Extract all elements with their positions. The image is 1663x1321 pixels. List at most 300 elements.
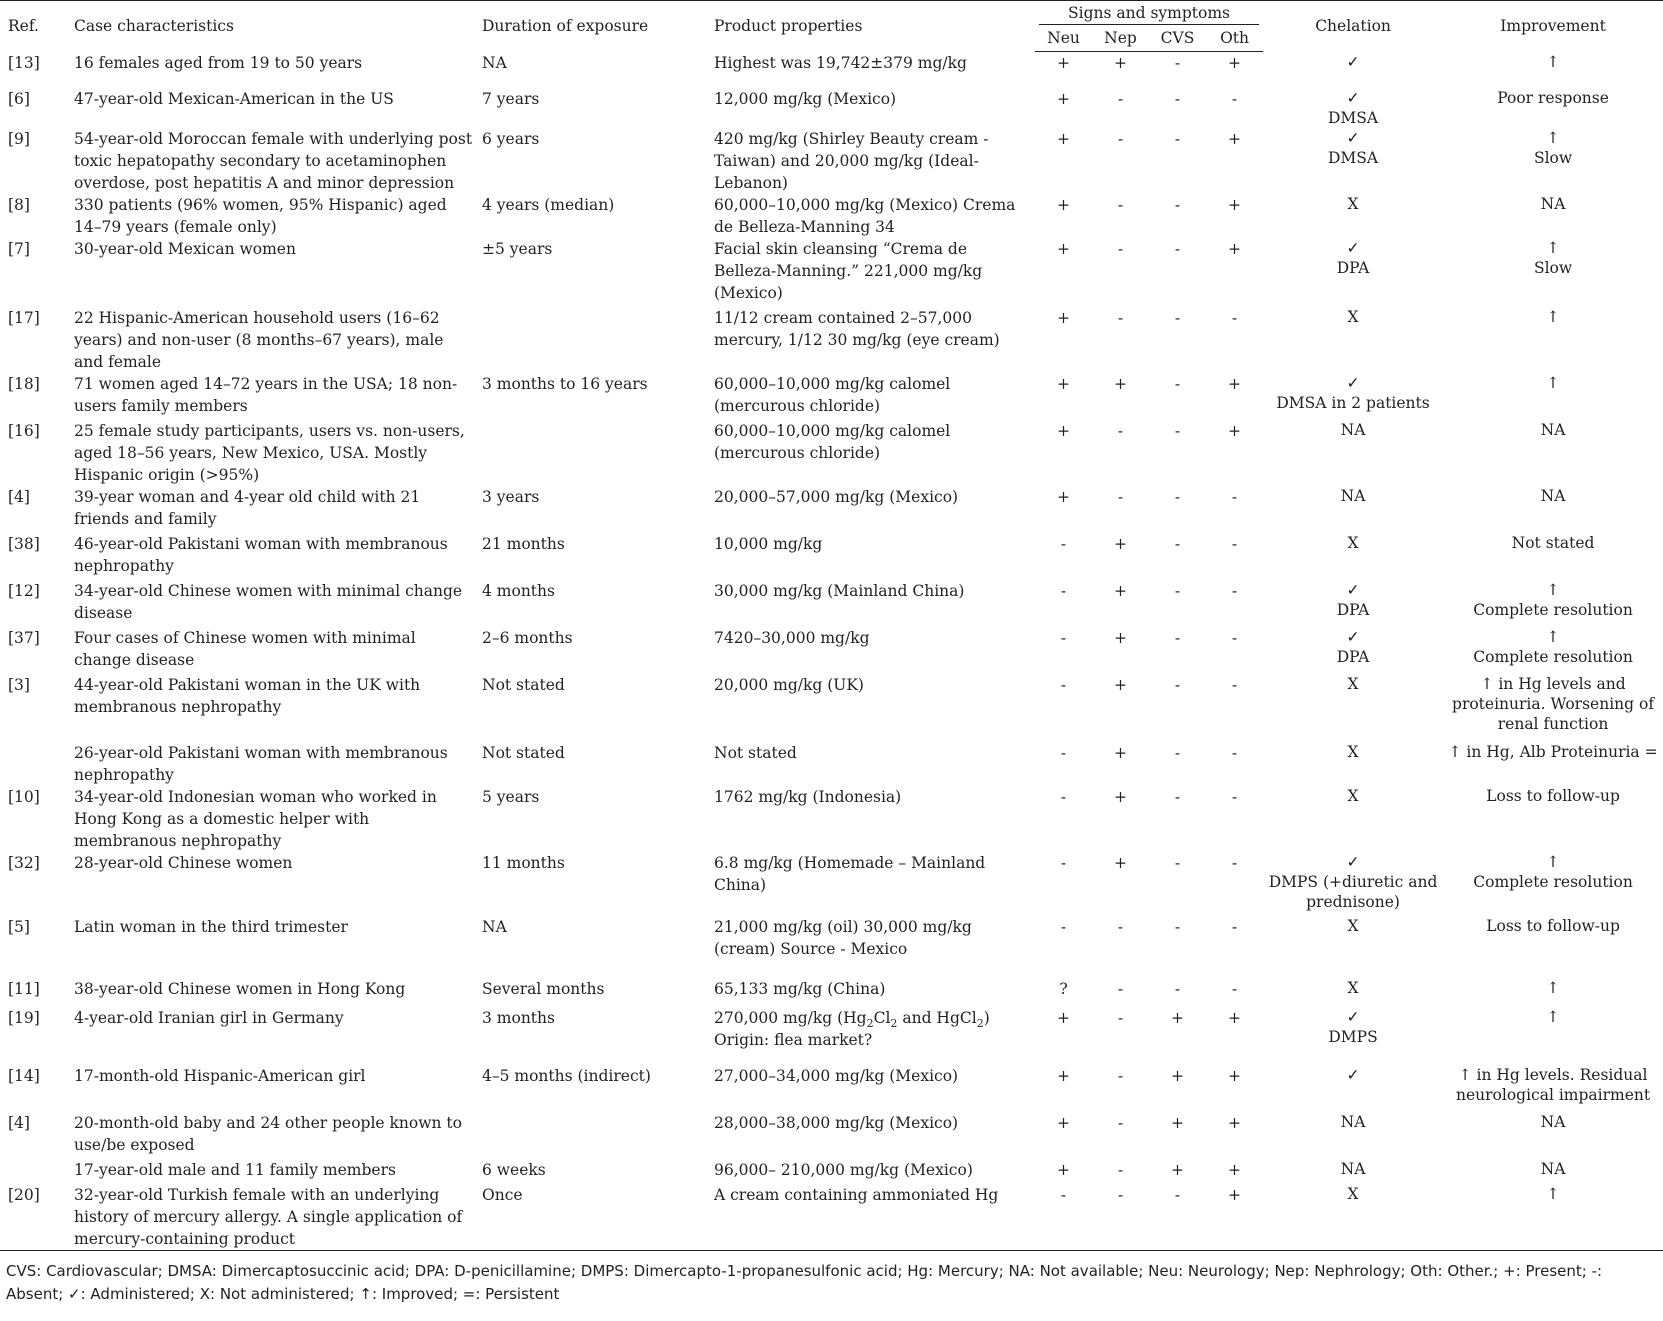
product-properties-cell: 60,000–10,000 mg/kg calomel (mercurous chloride): [714, 374, 951, 415]
improvement-cell: [1443, 52, 1663, 88]
table-row: [0, 742, 1663, 786]
check-mark-icon: ✓: [1346, 88, 1360, 107]
chelation-cell: [1263, 1065, 1443, 1112]
oth-symptom-cell: +: [1228, 239, 1242, 258]
header-ref: Ref.: [0, 1, 62, 52]
duration-cell: 6 years: [482, 129, 540, 148]
nep-symptom-cell: -: [1117, 487, 1124, 506]
table-row: [0, 674, 1663, 742]
case-characteristics-cell: 17-month-old Hispanic-American girl: [74, 1066, 366, 1085]
case-characteristics-cell: 34-year-old Chinese women with minimal change disease: [74, 581, 463, 622]
improvement-text: NA: [1540, 194, 1566, 213]
case-characteristics-cell: 44-year-old Pakistani woman in the UK with membranous nephropathy: [74, 675, 421, 716]
oth-symptom-cell: +: [1228, 1160, 1242, 1179]
improvement-cell: [1443, 373, 1663, 420]
chelation-cell: [1263, 88, 1443, 128]
case-characteristics-cell: Four cases of Chinese women with minimal change disease: [74, 628, 416, 669]
neu-symptom-cell: -: [1060, 534, 1067, 553]
cvs-symptom-cell: +: [1171, 1008, 1184, 1027]
chelation-cell: [1263, 128, 1443, 194]
oth-symptom-cell: -: [1231, 743, 1238, 762]
cvs-symptom-cell: +: [1171, 1066, 1184, 1085]
improvement-text: ↑ in Hg, Alb Proteinuria =: [1448, 742, 1658, 761]
chelation-agent: NA: [1340, 486, 1366, 505]
nep-symptom-cell: +: [1114, 534, 1127, 553]
ref-cell: [19]: [8, 1008, 40, 1027]
nep-symptom-cell: -: [1117, 129, 1124, 148]
duration-cell: 4–5 months (indirect): [482, 1066, 651, 1085]
case-characteristics-cell: Latin woman in the third trimester: [74, 917, 348, 936]
nep-symptom-cell: +: [1114, 54, 1127, 72]
ref-cell: [37]: [8, 628, 40, 647]
product-properties-cell: Highest was 19,742±379 mg/kg: [714, 53, 967, 72]
header-cvs: CVS: [1149, 26, 1206, 52]
cvs-symptom-cell: -: [1174, 628, 1181, 647]
chelation-cell: [1263, 307, 1443, 373]
case-characteristics-cell: 30-year-old Mexican women: [74, 239, 296, 258]
nep-symptom-cell: -: [1117, 917, 1124, 936]
chelation-agent: X: [1347, 786, 1359, 805]
product-properties-cell: 7420–30,000 mg/kg: [714, 628, 870, 647]
nep-symptom-cell: +: [1114, 675, 1127, 694]
ref-cell: [3]: [8, 675, 30, 694]
oth-symptom-cell: +: [1228, 129, 1242, 148]
cvs-symptom-cell: -: [1174, 308, 1181, 327]
ref-cell: [14]: [8, 1066, 40, 1085]
ref-cell: [13]: [8, 53, 40, 72]
improvement-text: Loss to follow-up: [1486, 786, 1620, 805]
improvement-text: NA: [1540, 1159, 1566, 1178]
table-row: [0, 852, 1663, 916]
oth-symptom-cell: +: [1228, 1008, 1242, 1027]
ref-cell: [38]: [8, 534, 40, 553]
improvement-cell: [1443, 916, 1663, 978]
ref-cell: [20]: [0, 1184, 62, 1251]
cvs-symptom-cell: -: [1174, 534, 1181, 553]
chelation-agent: NA: [1340, 420, 1366, 439]
improvement-cell: [1443, 1159, 1663, 1184]
oth-symptom-cell: -: [1231, 787, 1238, 806]
chelation-cell: [1263, 238, 1443, 307]
nep-symptom-cell: -: [1117, 1066, 1124, 1085]
improvement-text: ↑ in Hg levels. Residual neurological impairment: [1455, 1065, 1651, 1104]
improvement-cell: [1443, 627, 1663, 674]
chelation-agent: X: [1347, 194, 1359, 213]
case-characteristics-cell: 330 patients (96% women, 95% Hispanic) aged 14–79 years (female only): [74, 195, 447, 236]
chelation-agent: X: [1347, 674, 1359, 693]
chelation-agent: X: [1347, 916, 1359, 935]
improvement-cell: [1443, 486, 1663, 533]
chelation-agent: DMSA: [1327, 108, 1379, 127]
chelation-cell: [1263, 52, 1443, 88]
duration-cell: 11 months: [482, 853, 565, 872]
improvement-text: Poor response: [1497, 88, 1609, 107]
nep-symptom-cell: -: [1117, 1160, 1124, 1179]
check-mark-icon: ✓: [1346, 373, 1360, 392]
duration-cell: 5 years: [482, 787, 540, 806]
oth-symptom-cell: -: [1231, 853, 1238, 872]
header-nep: Nep: [1092, 26, 1149, 52]
chelation-agent: DPA: [1336, 258, 1370, 277]
oth-symptom-cell: -: [1231, 628, 1238, 647]
chelation-agent: NA: [1340, 1159, 1366, 1178]
case-characteristics-cell: 46-year-old Pakistani woman with membranous nephropathy: [74, 534, 448, 575]
improvement-cell: [1443, 742, 1663, 786]
duration-cell: [478, 1112, 710, 1159]
header-improvement: Improvement: [1443, 1, 1663, 52]
improvement-text: Complete resolution: [1473, 647, 1633, 666]
table-row: [0, 1112, 1663, 1159]
up-arrow-icon: ↑: [1546, 1184, 1560, 1203]
chelation-cell: [1263, 742, 1443, 786]
check-mark-icon: ✓: [1346, 852, 1360, 871]
ref-cell: [32]: [8, 853, 40, 872]
improvement-text: Slow: [1533, 258, 1573, 277]
cvs-symptom-cell: -: [1174, 129, 1181, 148]
improvement-cell: [1443, 307, 1663, 373]
product-properties-cell: Facial skin cleansing “Crema de Belleza-Manning.” 221,000 mg/kg (Mexico): [714, 239, 983, 302]
product-properties-cell: 28,000–38,000 mg/kg (Mexico): [714, 1113, 959, 1132]
case-characteristics-cell: 54-year-old Moroccan female with underlying post toxic hepatopathy secondary to acetaminophen overdose, post hepatitis A and minor depression: [74, 129, 473, 192]
table-body: [0, 52, 1663, 1251]
case-characteristics-cell: 25 female study participants, users vs. non-users, aged 18–56 years, New Mexico, USA. Mostly Hispanic origin (>95%): [74, 421, 465, 484]
improvement-text: ↑ in Hg levels and proteinuria. Worsening of renal function: [1452, 674, 1655, 733]
duration-cell: ±5 years: [482, 239, 553, 258]
improvement-cell: [1443, 1065, 1663, 1112]
table-row: [0, 1007, 1663, 1065]
ref-cell: [8]: [8, 195, 30, 214]
product-properties-cell: 1762 mg/kg (Indonesia): [714, 787, 902, 806]
improvement-cell: [1443, 128, 1663, 194]
cvs-symptom-cell: -: [1174, 787, 1181, 806]
improvement-text: Complete resolution: [1473, 600, 1633, 619]
check-mark-icon: ✓: [1346, 238, 1360, 257]
up-arrow-icon: ↑: [1546, 978, 1560, 997]
cvs-symptom-cell: -: [1174, 917, 1181, 936]
duration-cell: 21 months: [482, 534, 565, 553]
up-arrow-icon: ↑: [1546, 307, 1560, 326]
ref-cell: [16]: [8, 421, 40, 440]
table-row: [0, 1184, 1663, 1251]
ref-cell: [11]: [8, 979, 40, 998]
table-row: [0, 307, 1663, 373]
product-properties-cell: 65,133 mg/kg (China): [714, 979, 886, 998]
chelation-cell: [1263, 786, 1443, 852]
oth-symptom-cell: +: [1228, 374, 1242, 393]
check-mark-icon: ✓: [1346, 1065, 1360, 1084]
product-properties-cell: 12,000 mg/kg (Mexico): [714, 89, 897, 108]
nep-symptom-cell: -: [1092, 1184, 1149, 1251]
cvs-symptom-cell: -: [1174, 853, 1181, 872]
chelation-agent: DMSA in 2 patients: [1276, 393, 1430, 412]
up-arrow-icon: ↑: [1546, 128, 1560, 147]
neu-symptom-cell: -: [1060, 581, 1067, 600]
neu-symptom-cell: -: [1060, 743, 1067, 762]
improvement-cell: [1443, 852, 1663, 916]
improvement-cell: [1443, 533, 1663, 580]
improvement-cell: [1443, 580, 1663, 627]
product-properties-cell: 11/12 cream contained 2–57,000 mercury, 1/12 30 mg/kg (eye cream): [714, 308, 1000, 349]
product-properties-cell: 60,000–10,000 mg/kg (Mexico) Crema de Belleza-Manning 34: [714, 195, 1016, 236]
table-row: [0, 978, 1663, 1007]
up-arrow-icon: ↑: [1546, 373, 1560, 392]
improvement-text: Slow: [1533, 148, 1573, 167]
neu-symptom-cell: +: [1057, 1160, 1070, 1179]
neu-symptom-cell: -: [1060, 853, 1067, 872]
check-mark-icon: ✓: [1346, 1007, 1360, 1026]
oth-symptom-cell: -: [1231, 979, 1238, 998]
case-characteristics-cell: 38-year-old Chinese women in Hong Kong: [74, 979, 406, 998]
chelation-cell: [1263, 373, 1443, 420]
improvement-cell: [1443, 88, 1663, 128]
improvement-text: NA: [1540, 420, 1566, 439]
ref-cell: [7]: [8, 239, 30, 258]
improvement-cell: [1443, 194, 1663, 238]
header-signs-and-symptoms: Signs and symptoms: [1039, 2, 1259, 25]
check-mark-icon: ✓: [1346, 627, 1360, 646]
nep-symptom-cell: -: [1117, 308, 1124, 327]
improvement-cell: [1443, 674, 1663, 742]
nep-symptom-cell: -: [1117, 1113, 1124, 1132]
chelation-cell: [1263, 533, 1443, 580]
case-characteristics-cell: 20-month-old baby and 24 other people known to use/be exposed: [74, 1113, 462, 1154]
cvs-symptom-cell: -: [1174, 743, 1181, 762]
chelation-cell: [1263, 1159, 1443, 1184]
up-arrow-icon: ↑: [1546, 627, 1560, 646]
duration-cell: [478, 307, 710, 373]
duration-cell: 3 months to 16 years: [482, 374, 648, 393]
neu-symptom-cell: ?: [1059, 979, 1068, 998]
nep-symptom-cell: -: [1117, 239, 1124, 258]
ref-cell: [10]: [8, 787, 40, 806]
chelation-cell: [1263, 978, 1443, 1007]
ref-cell: [0, 742, 62, 786]
neu-symptom-cell: -: [1060, 628, 1067, 647]
oth-symptom-cell: +: [1206, 1184, 1263, 1251]
neu-symptom-cell: +: [1057, 54, 1070, 72]
header-chelation: Chelation: [1263, 1, 1443, 52]
product-properties-cell: 21,000 mg/kg (oil) 30,000 mg/kg (cream) Source - Mexico: [714, 917, 972, 958]
nep-symptom-cell: -: [1117, 195, 1124, 214]
oth-symptom-cell: +: [1228, 1066, 1242, 1085]
oth-symptom-cell: -: [1231, 917, 1238, 936]
table-footnote: CVS: Cardiovascular; DMSA: Dimercaptosuccinic acid; DPA: D-penicillamine; DMPS: Dimercapto-1-propanesulfonic acid; Hg: Mercury; NA: Not available; Neu: Neurology; Nep: Nephrology; Oth: Other.; +: Present; -: Absent; ✓: Administered; X: Not administered; ↑: Improved; =: Persistent: [6, 1261, 1603, 1303]
case-characteristics-cell: 32-year-old Turkish female with an underlying history of mercury allergy. A single application of mercury-containing product: [62, 1184, 478, 1251]
table-row: [0, 486, 1663, 533]
neu-symptom-cell: +: [1057, 1113, 1070, 1132]
case-characteristics-cell: 47-year-old Mexican-American in the US: [74, 89, 394, 108]
duration-cell: Once: [478, 1184, 710, 1251]
header-product-properties: Product properties: [710, 1, 1035, 52]
chelation-cell: [1263, 1007, 1443, 1065]
chelation-cell: [1263, 420, 1443, 486]
nep-symptom-cell: +: [1114, 581, 1127, 600]
nep-symptom-cell: -: [1117, 1008, 1124, 1027]
case-characteristics-cell: 26-year-old Pakistani woman with membranous nephropathy: [74, 743, 448, 784]
oth-symptom-cell: +: [1228, 195, 1242, 214]
improvement-cell: [1443, 786, 1663, 852]
neu-symptom-cell: +: [1057, 1066, 1070, 1085]
neu-symptom-cell: +: [1057, 1008, 1070, 1027]
duration-cell: Not stated: [482, 675, 565, 694]
nep-symptom-cell: -: [1117, 421, 1124, 440]
nep-symptom-cell: +: [1114, 853, 1127, 872]
table-row: [0, 194, 1663, 238]
duration-cell: Several months: [482, 979, 605, 998]
chelation-agent: X: [1347, 307, 1359, 326]
improvement-text: Loss to follow-up: [1486, 916, 1620, 935]
header-oth: Oth: [1206, 26, 1263, 52]
oth-symptom-cell: -: [1231, 534, 1238, 553]
oth-symptom-cell: -: [1231, 581, 1238, 600]
improvement-cell: [1443, 420, 1663, 486]
chelation-agent: DPA: [1336, 647, 1370, 666]
product-properties-cell: 6.8 mg/kg (Homemade – Mainland China): [714, 853, 986, 894]
improvement-cell: [1443, 238, 1663, 307]
header-duration: Duration of exposure: [478, 1, 710, 52]
ref-cell: [12]: [8, 581, 40, 600]
neu-symptom-cell: -: [1060, 917, 1067, 936]
table-row: [0, 627, 1663, 674]
table-row: [0, 128, 1663, 194]
cvs-symptom-cell: -: [1174, 979, 1181, 998]
table-row: [0, 52, 1663, 88]
ref-cell: [17]: [8, 308, 40, 327]
chelation-cell: [1263, 1112, 1443, 1159]
duration-cell: [478, 420, 710, 486]
up-arrow-icon: ↑: [1546, 580, 1560, 599]
improvement-cell: [1443, 978, 1663, 1007]
chelation-cell: [1263, 486, 1443, 533]
nep-symptom-cell: +: [1114, 743, 1127, 762]
duration-cell: 4 months: [482, 581, 555, 600]
header-case-characteristics: Case characteristics: [62, 1, 478, 52]
neu-symptom-cell: +: [1057, 89, 1070, 108]
product-properties-cell: 60,000–10,000 mg/kg calomel (mercurous chloride): [714, 421, 951, 462]
case-characteristics-cell: 16 females aged from 19 to 50 years: [74, 53, 363, 72]
nep-symptom-cell: -: [1117, 979, 1124, 998]
case-characteristics-cell: 71 women aged 14–72 years in the USA; 18 non-users family members: [74, 374, 458, 415]
chelation-agent: DMSA: [1327, 148, 1379, 167]
case-characteristics-cell: 34-year-old Indonesian woman who worked in Hong Kong as a domestic helper with membranous nephropathy: [74, 787, 437, 850]
cvs-symptom-cell: -: [1174, 421, 1181, 440]
ref-cell: [9]: [8, 129, 30, 148]
case-characteristics-cell: 4-year-old Iranian girl in Germany: [74, 1008, 344, 1027]
ref-cell: [0, 1159, 62, 1184]
oth-symptom-cell: -: [1231, 308, 1238, 327]
duration-cell: NA: [482, 53, 507, 72]
chelation-cell: [1263, 627, 1443, 674]
chelation-agent: DMPS: [1328, 1027, 1378, 1046]
chelation-agent: X: [1347, 978, 1359, 997]
improvement-text: Not stated: [1511, 533, 1595, 552]
improvement-cell: [1443, 1184, 1663, 1251]
product-properties-cell: Not stated: [714, 743, 797, 762]
up-arrow-icon: ↑: [1546, 52, 1560, 71]
product-properties-cell: 30,000 mg/kg (Mainland China): [714, 581, 965, 600]
table-row: [0, 88, 1663, 128]
duration-cell: NA: [482, 917, 507, 936]
chelation-agent: X: [1347, 742, 1359, 761]
improvement-text: NA: [1540, 1112, 1566, 1131]
oth-symptom-cell: +: [1228, 54, 1242, 72]
product-properties-cell: 20,000 mg/kg (UK): [714, 675, 864, 694]
neu-symptom-cell: -: [1060, 787, 1067, 806]
cvs-symptom-cell: +: [1171, 1160, 1184, 1179]
table-row: [0, 238, 1663, 307]
case-characteristics-cell: 17-year-old male and 11 family members: [74, 1160, 396, 1179]
product-properties-cell: 20,000–57,000 mg/kg (Mexico): [714, 487, 959, 506]
chelation-agent: X: [1347, 533, 1359, 552]
table-row: [0, 786, 1663, 852]
duration-cell: 3 years: [482, 487, 540, 506]
improvement-cell: [1443, 1007, 1663, 1065]
duration-cell: 6 weeks: [482, 1160, 546, 1179]
chelation-cell: [1263, 580, 1443, 627]
duration-cell: 3 months: [482, 1008, 555, 1027]
neu-symptom-cell: +: [1057, 239, 1070, 258]
product-properties-cell: 10,000 mg/kg: [714, 534, 823, 553]
cvs-symptom-cell: -: [1149, 1184, 1206, 1251]
nep-symptom-cell: +: [1114, 628, 1127, 647]
nep-symptom-cell: +: [1114, 787, 1127, 806]
product-properties-cell: 96,000– 210,000 mg/kg (Mexico): [714, 1160, 973, 1179]
header-neu: Neu: [1035, 26, 1092, 52]
chelation-cell: [1263, 852, 1443, 916]
case-characteristics-cell: 39-year woman and 4-year old child with 21 friends and family: [74, 487, 421, 528]
cvs-symptom-cell: -: [1174, 89, 1181, 108]
cvs-symptom-cell: +: [1171, 1113, 1184, 1132]
duration-cell: 4 years (median): [482, 195, 615, 214]
duration-cell: Not stated: [482, 743, 565, 762]
neu-symptom-cell: +: [1057, 421, 1070, 440]
neu-symptom-cell: -: [1035, 1184, 1092, 1251]
ref-cell: [18]: [8, 374, 40, 393]
product-properties-cell: 27,000–34,000 mg/kg (Mexico): [714, 1066, 959, 1085]
neu-symptom-cell: +: [1057, 374, 1070, 393]
oth-symptom-cell: +: [1228, 1113, 1242, 1132]
chelation-cell: [1263, 916, 1443, 978]
nep-symptom-cell: -: [1117, 89, 1124, 108]
cvs-symptom-cell: -: [1174, 675, 1181, 694]
cvs-symptom-cell: -: [1174, 54, 1181, 72]
cvs-symptom-cell: -: [1174, 195, 1181, 214]
ref-cell: [4]: [8, 487, 30, 506]
table-row: [0, 1065, 1663, 1112]
chelation-cell: [1263, 1184, 1443, 1251]
improvement-text: Complete resolution: [1473, 872, 1633, 891]
cvs-symptom-cell: -: [1174, 581, 1181, 600]
ref-cell: [5]: [8, 917, 30, 936]
chelation-cell: [1263, 194, 1443, 238]
duration-cell: 2–6 months: [482, 628, 573, 647]
chelation-agent: DPA: [1336, 600, 1370, 619]
case-characteristics-cell: 22 Hispanic-American household users (16–62 years) and non-user (8 months–67 years), male and female: [74, 308, 444, 371]
table-row: [0, 373, 1663, 420]
oth-symptom-cell: +: [1228, 421, 1242, 440]
cvs-symptom-cell: -: [1174, 374, 1181, 393]
oth-symptom-cell: -: [1231, 675, 1238, 694]
chelation-cell: [1263, 674, 1443, 742]
neu-symptom-cell: +: [1057, 195, 1070, 214]
case-characteristics-cell: 28-year-old Chinese women: [74, 853, 293, 872]
duration-cell: 7 years: [482, 89, 540, 108]
check-mark-icon: ✓: [1346, 128, 1360, 147]
up-arrow-icon: ↑: [1546, 1007, 1560, 1026]
chelation-agent: NA: [1340, 1112, 1366, 1131]
neu-symptom-cell: -: [1060, 675, 1067, 694]
chelation-agent: X: [1347, 1184, 1359, 1203]
